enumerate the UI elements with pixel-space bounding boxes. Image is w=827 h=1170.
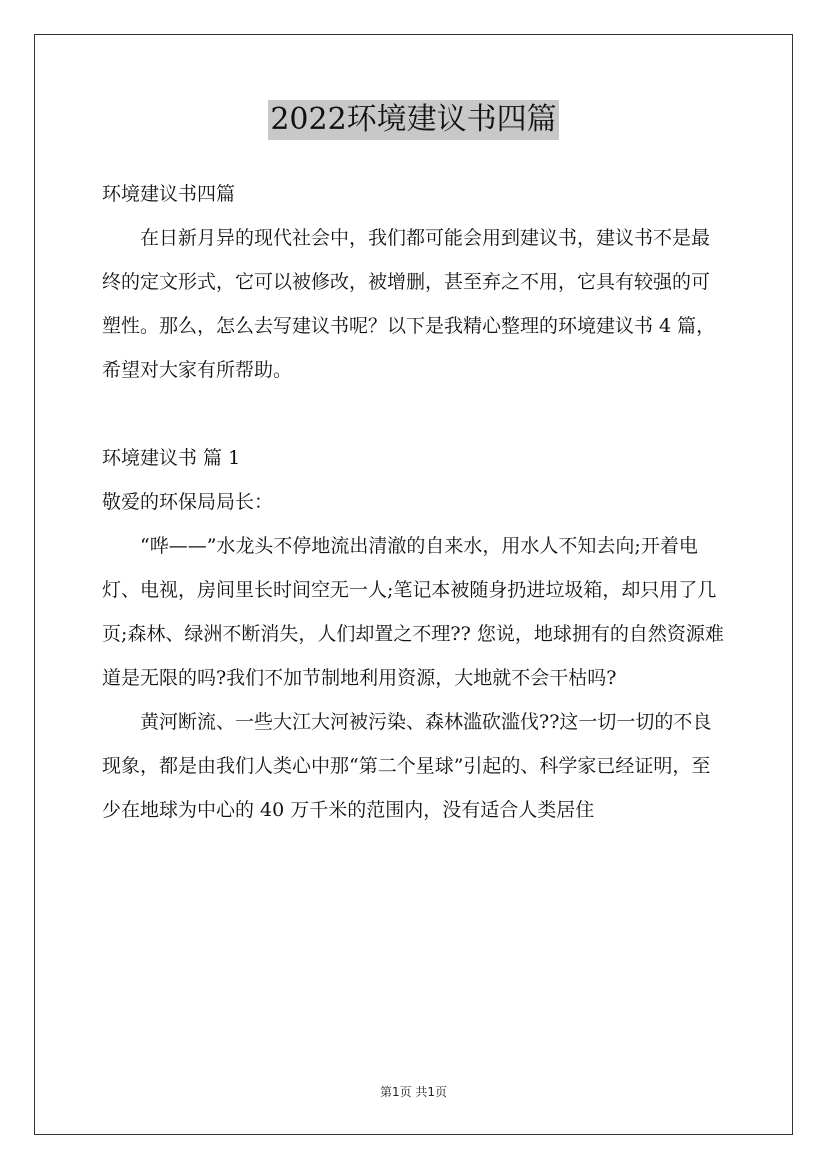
salutation: 敬爱的环保局局长： <box>102 491 274 513</box>
section-spacer <box>102 392 726 436</box>
intro-paragraph: 在日新月异的现代社会中，我们都可能会用到建议书，建议书不是最终的定文形式，它可以被修改，被增删，甚至弃之不用，它具有较强的可塑性。那么，怎么去写建议书呢？以下是我精心整理的环境建议书 4 篇，希望对大家有所帮助。 <box>102 227 716 381</box>
section-heading: 环境建议书 篇 1 <box>102 447 241 469</box>
document-title: 2022环境建议书四篇 <box>268 100 558 140</box>
page-footer: 第1页 共1页 <box>379 1085 448 1099</box>
title-wrapper <box>0 100 827 140</box>
document-body <box>102 172 726 832</box>
body-paragraph-2: 黄河断流、一些大江大河被污染、森林滥砍滥伐??这一切一切的不良现象，都是由我们人类心中那“第二个星球”引起的、科学家已经证明，至少在地球为中心的 40 万千米的范围内，没有适合人类居住 <box>102 711 712 821</box>
body-paragraph-1: “哗——”水龙头不停地流出清澈的自来水，用水人不知去向;开着电灯、电视，房间里长时间空无一人;笔记本被随身扔进垃圾箱，却只用了几页;森林、绿洲不断消失，人们却置之不理?? 您说，地球拥有的自然资源难道是无限的吗?我们不加节制地利用资源，大地就不会干枯吗? <box>102 535 724 689</box>
document-subtitle: 环境建议书四篇 <box>102 183 236 205</box>
